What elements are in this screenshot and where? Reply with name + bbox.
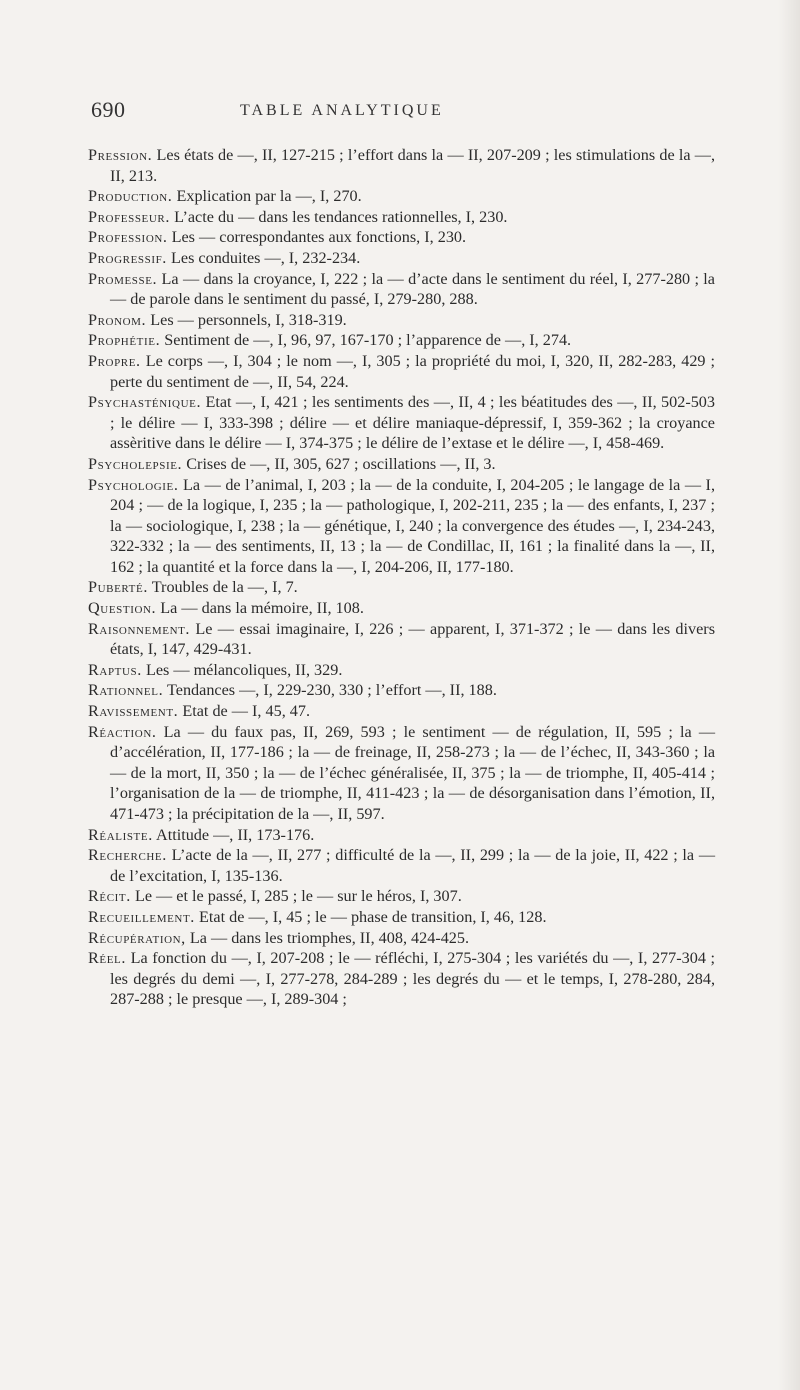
index-entry — [88, 248, 715, 269]
index-entry — [88, 701, 715, 722]
entry-headword: Réaction. — [88, 722, 157, 741]
index-entry — [88, 907, 715, 928]
entry-text: Etat de —, I, 45 ; le — phase de transition, I, 46, 128. — [199, 907, 547, 926]
entry-headword: Récit. — [88, 887, 131, 906]
entry-text: La — dans la mémoire, II, 108. — [160, 599, 364, 618]
index-entry — [88, 227, 715, 248]
entry-text: Le — et le passé, I, 285 ; le — sur le héros, I, 307. — [134, 887, 462, 906]
entry-text: Le — essai imaginaire, I, 226 ; — apparent, I, 371-372 ; le — dans les divers états, I, 147, 429-431. — [110, 619, 715, 659]
index-entry — [88, 186, 715, 207]
index-entry — [88, 886, 715, 907]
index-entry — [88, 207, 715, 228]
entry-headword: Prophétie. — [88, 331, 161, 350]
index-entry — [88, 660, 715, 681]
entry-text: Les — correspondantes aux fonctions, I, 230. — [171, 228, 467, 247]
index-entry — [88, 145, 715, 186]
index-entry — [88, 598, 715, 619]
entry-text: Attitude —, II, 173-176. — [156, 825, 315, 844]
index-entry — [88, 680, 715, 701]
running-head: TABLE ANALYTIQUE — [240, 102, 444, 119]
entry-headword: Ravissement. — [88, 702, 179, 721]
entry-text: Les conduites —, I, 232-234. — [171, 248, 361, 267]
entry-headword: Production. — [88, 187, 173, 206]
entry-headword: Progressif. — [88, 248, 167, 267]
entry-headword: Réaliste. — [88, 825, 153, 844]
entry-headword: Professeur. — [88, 207, 171, 226]
index-entry — [88, 330, 715, 351]
index-entry — [88, 722, 715, 825]
entry-headword: Psycholepsie. — [88, 454, 183, 473]
entry-text: La — dans la croyance, I, 222 ; la — d’acte dans le sentiment du réel, I, 277-280 ; la — de parole dans le sentiment du passé, I, 279-280, 288. — [110, 269, 715, 309]
entry-headword: Propre. — [88, 351, 141, 370]
entry-text: Explication par la —, I, 270. — [176, 187, 362, 206]
index-entry — [88, 619, 715, 660]
entry-text: Le corps —, I, 304 ; le nom —, I, 305 ; la propriété du moi, I, 320, II, 282-283, 429 ; perte du sentiment de —, II, 54, 224. — [110, 351, 715, 391]
entry-text: La — de l’animal, I, 203 ; la — de la conduite, I, 204-205 ; le langage de la — I, 204 ; — de la logique, I, 235 ; la — pathologique, I, 202-211, 235 ; la — des enfants, I, 237 ; la — sociologique, I, 238 ; la — génétique, I, 240 ; la convergence des études —, I, 234-243, 322-332 ; la — des sentiments, II, 13 ; la — de Condillac, II, 161 ; la finalité dans la —, II, 162 ; la quantité et la force dans la —, I, 204-206, II, 177-180. — [110, 475, 715, 576]
entry-headword: Profession. — [88, 228, 168, 247]
entry-text: Les états de —, II, 127-215 ; l’effort dans la — II, 207-209 ; les stimulations de la —, II, 213. — [110, 146, 716, 185]
entry-headword: Question. — [88, 599, 157, 618]
entry-text: Etat de — I, 45, 47. — [182, 702, 311, 721]
page-number: 690 — [91, 97, 126, 122]
index-entries — [88, 145, 715, 1010]
entry-text: Sentiment de —, I, 96, 97, 167-170 ; l’apparence de —, I, 274. — [164, 331, 572, 350]
entry-headword: Rationnel. — [88, 681, 164, 700]
entry-text: Crises de —, II, 305, 627 ; oscillations —, II, 3. — [186, 454, 496, 473]
index-entry — [88, 269, 715, 310]
entry-text: Etat —, I, 421 ; les sentiments des —, II, 4 ; les béatitudes des —, II, 502-503 ; le délire — I, 333-398 ; délire — et délire maniaque-dépressif, I, 359-362 ; la croyance assèritive dans le délire — I, 374-375 ; le délire de l’extase et le délire —, I, 458-469. — [110, 393, 715, 453]
entry-headword: Réel. — [88, 949, 127, 968]
entry-headword: Psychologie. — [88, 475, 179, 494]
entry-headword: Raisonnement. — [88, 619, 191, 638]
entry-headword: Pronom. — [88, 310, 147, 329]
entry-headword: Pression. — [88, 146, 153, 164]
entry-text: L’acte de la —, II, 277 ; difficulté de la —, II, 299 ; la — de la joie, II, 422 ; la — de l’excitation, I, 135-136. — [110, 846, 716, 885]
entry-text: La fonction du —, I, 207-208 ; le — réfléchi, I, 275-304 ; les variétés du —, I, 277-304 ; les degrés du demi —, I, 277-278, 284-289 ; les degrés du — et le temps, I, 278-280, 284, 287-288 ; le presque —, I, 289-304 ; — [110, 949, 715, 1009]
entry-text: Troubles de la —, I, 7. — [151, 578, 298, 597]
index-entry — [88, 392, 715, 454]
entry-text: Les — personnels, I, 318-319. — [150, 310, 347, 329]
entry-headword: Récupération, — [88, 928, 186, 947]
entry-headword: Promesse. — [88, 269, 158, 288]
entry-text: Les — mélancoliques, II, 329. — [145, 660, 343, 679]
index-entry — [88, 475, 715, 578]
index-entry — [88, 310, 715, 331]
page-edge-shadow — [778, 0, 800, 1390]
index-entry — [88, 351, 715, 392]
entry-headword: Recueillement. — [88, 907, 195, 926]
entry-text: La — dans les triomphes, II, 408, 424-425. — [189, 928, 470, 947]
entry-text: Tendances —, I, 229-230, 330 ; l’effort —, II, 188. — [167, 681, 497, 700]
index-entry — [88, 845, 715, 886]
entry-headword: Psychasténique. — [88, 393, 202, 412]
entry-headword: Puberté. — [88, 578, 148, 597]
entry-headword: Recherche. — [88, 846, 167, 865]
index-entry — [88, 948, 715, 1010]
entry-text: L’acte du — dans les tendances rationnelles, I, 230. — [174, 207, 508, 226]
index-entry — [88, 825, 715, 846]
index-entry — [88, 577, 715, 598]
entry-text: La — du faux pas, II, 269, 593 ; le sentiment — de régulation, II, 595 ; la — d’accélération, II, 177-186 ; la — de freinage, II, 258-273 ; la — de l’échec, II, 343-360 ; la — de la mort, II, 350 ; la — de l’échec généralisée, II, 375 ; la — de triomphe, II, 405-414 ; l’organisation de la — de triomphe, II, 411-423 ; la — de désorganisation dans l’émotion, II, 471-473 ; la précipitation de la —, II, 597. — [110, 722, 716, 823]
entry-headword: Raptus. — [88, 660, 142, 679]
index-entry — [88, 928, 715, 949]
index-entry — [88, 454, 715, 475]
